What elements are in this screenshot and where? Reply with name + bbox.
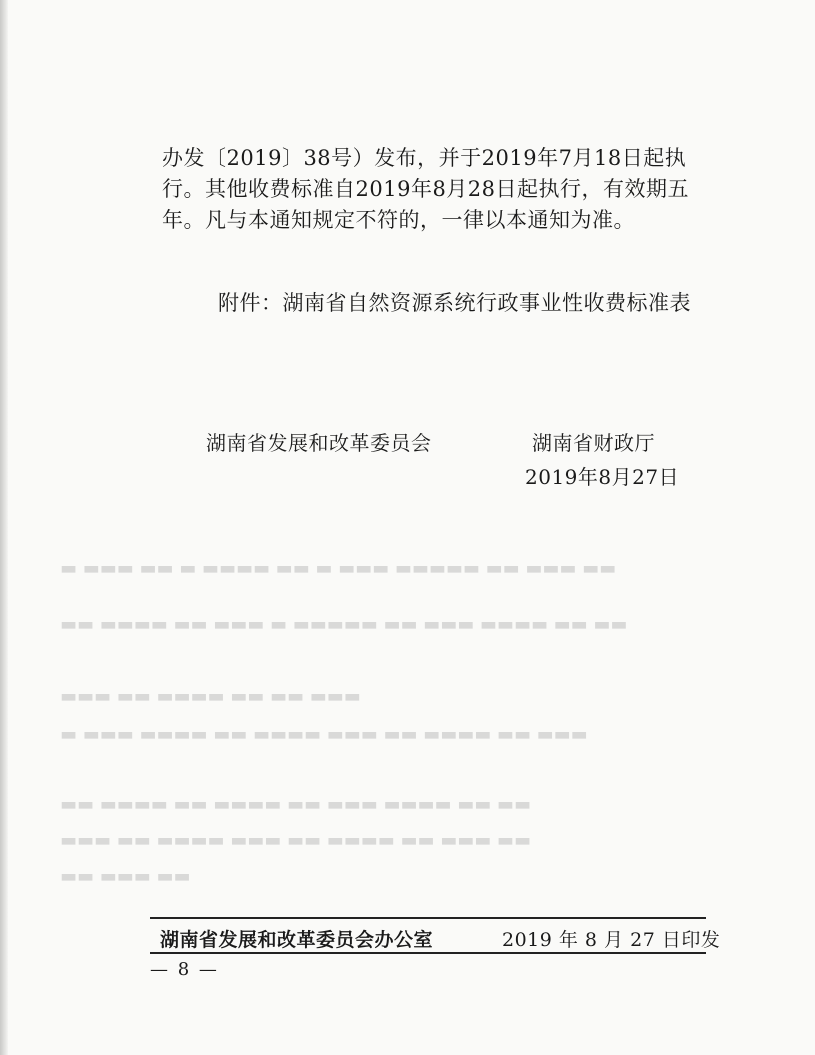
attachment-line: 附件：湖南省自然资源系统行政事业性收费标准表	[218, 291, 691, 315]
body-paragraph: 办发〔2019〕38号）发布，并于2019年7月18日起执行。其他收费标准自2019年8月28日起执行，有效期五年。凡与本通知规定不符的，一律以本通知为准。	[162, 146, 690, 232]
signature-org-left: 湖南省发展和改革委员会	[206, 431, 432, 455]
bleed-through-texture: ▬▬ ▬▬▬▬ ▬▬ ▬▬▬▬ ▬▬ ▬▬▬ ▬▬▬▬ ▬▬ ▬▬	[60, 796, 531, 814]
scan-edge-shadow	[0, 0, 8, 1055]
bleed-through-texture: ▬ ▬▬▬ ▬▬ ▬ ▬▬▬▬ ▬▬ ▬ ▬▬▬ ▬▬▬▬▬ ▬▬ ▬▬▬ ▬▬	[60, 560, 617, 578]
bleed-through-texture: ▬▬ ▬▬▬▬ ▬▬ ▬▬▬ ▬ ▬▬▬▬▬ ▬▬ ▬▬▬ ▬▬▬▬ ▬▬ ▬▬	[60, 616, 628, 634]
footer-rule-bottom	[150, 952, 706, 954]
page-number: — 8 —	[150, 959, 219, 980]
footer-issuer: 湖南省发展和改革委员会办公室	[160, 929, 434, 951]
signature-date: 2019年8月27日	[525, 465, 680, 489]
footer-rule-top	[150, 917, 706, 919]
bleed-through-texture: ▬▬▬ ▬▬ ▬▬▬▬ ▬▬▬ ▬▬ ▬▬▬▬ ▬▬ ▬▬▬ ▬▬	[60, 832, 531, 850]
bleed-through-texture: ▬ ▬▬▬ ▬▬▬▬ ▬▬ ▬▬▬▬ ▬▬▬ ▬▬ ▬▬▬▬ ▬▬ ▬▬▬	[60, 726, 588, 744]
bleed-through-texture: ▬▬▬ ▬▬ ▬▬▬▬ ▬▬ ▬▬ ▬▬▬	[60, 688, 361, 706]
footer-issue-date: 2019 年 8 月 27 日印发	[502, 929, 721, 951]
bleed-through-texture: ▬▬ ▬▬▬ ▬▬	[60, 868, 191, 886]
signature-org-right: 湖南省财政厅	[532, 431, 655, 455]
